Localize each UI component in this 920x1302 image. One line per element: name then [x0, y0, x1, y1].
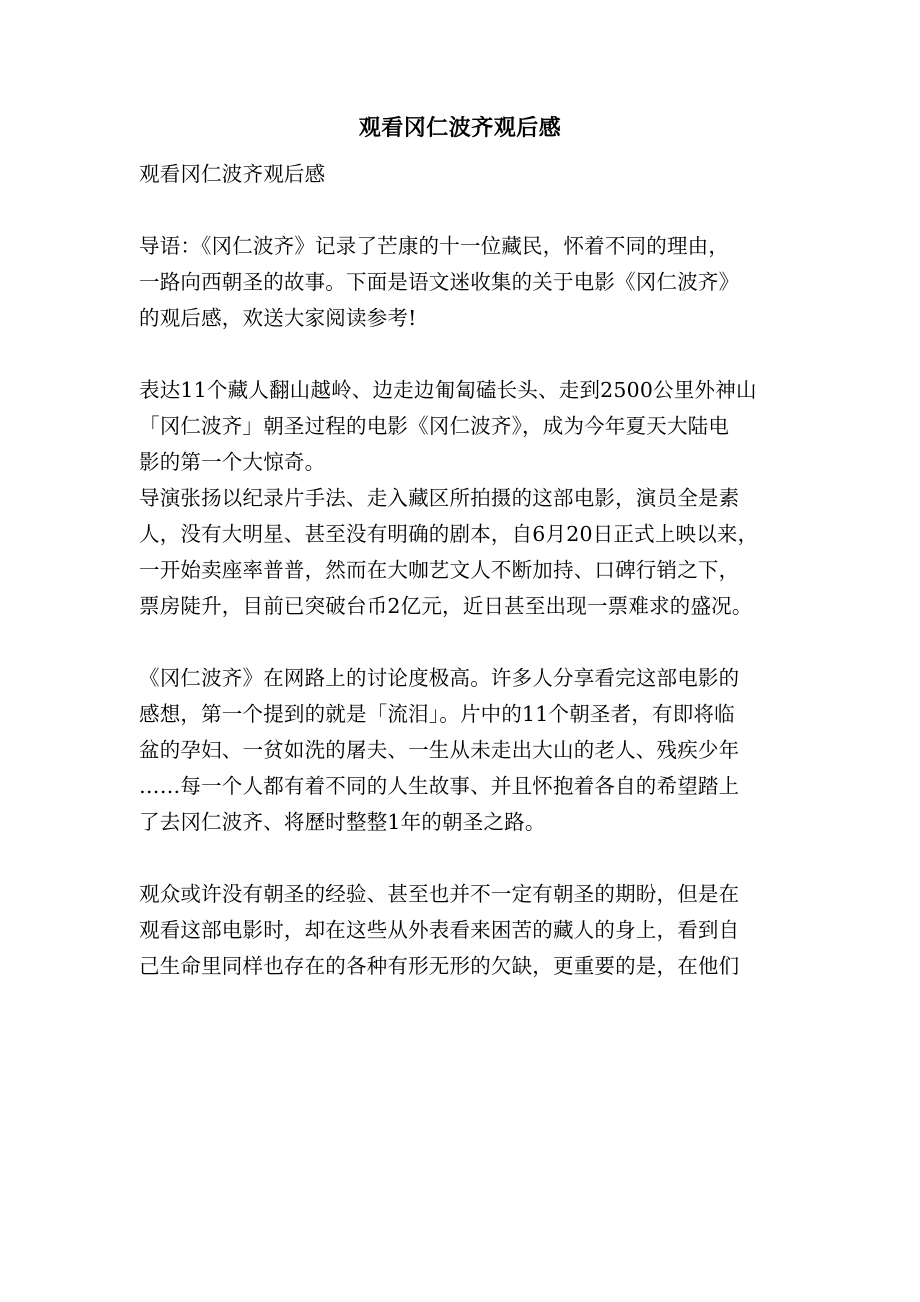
text-line: 导语：《冈仁波齐》记录了芒康的十一位藏民，怀着不同的理由，	[139, 234, 730, 258]
paragraph-discussion	[139, 660, 771, 840]
document-title: 观看冈仁波齐观后感	[358, 115, 562, 141]
text-line: 票房陡升，目前已突破台币2亿元，近日甚至出现一票难求的盛况。	[139, 594, 753, 618]
document-subtitle: 观看冈仁波齐观后感	[139, 162, 326, 186]
text-line: 观众或许没有朝圣的经验、甚至也并不一定有朝圣的期盼，但是在	[139, 882, 740, 906]
paragraph-spacer	[139, 192, 771, 228]
text-line: 一路向西朝圣的故事。下面是语文迷收集的关于电影《冈仁波齐》	[139, 270, 740, 294]
text-line: 己生命里同样也存在的各种有形无形的欠缺，更重要的是，在他们	[139, 954, 740, 978]
paragraph-intro	[139, 228, 771, 336]
text-line: 「冈仁波齐」朝圣过程的电影《冈仁波齐》，成为今年夏天大陆电	[139, 414, 730, 438]
paragraph-summary	[139, 372, 771, 624]
text-line: 一开始卖座率普普，然而在大咖艺文人不断加持、口碑行销之下，	[139, 558, 740, 582]
text-line: 《冈仁波齐》在网路上的讨论度极高。许多人分享看完这部电影的	[139, 666, 740, 690]
paragraph-spacer	[139, 840, 771, 876]
text-line: 的观后感，欢送大家阅读参考!	[139, 306, 417, 330]
text-line: 了去冈仁波齐、将歷时整整1年的朝圣之路。	[139, 810, 546, 834]
text-line: ……每一个人都有着不同的人生故事、并且怀抱着各自的希望踏上	[139, 774, 740, 798]
paragraph-spacer	[139, 336, 771, 372]
text-line: 人，没有大明星、甚至没有明确的剧本，自6月20日正式上映以来，	[139, 522, 759, 546]
text-line: 感想，第一个提到的就是「流泪」。片中的11个朝圣者，有即将临	[139, 702, 735, 726]
paragraph-audience	[139, 876, 771, 984]
text-line: 表达11个藏人翻山越岭、边走边匍匐磕长头、走到2500公里外神山	[139, 378, 757, 402]
paragraph-spacer	[139, 624, 771, 660]
text-line: 导演张扬以纪录片手法、走入藏区所拍摄的这部电影，演员全是素	[139, 486, 740, 510]
text-line: 观看这部电影时，却在这些从外表看来困苦的藏人的身上，看到自	[139, 918, 740, 942]
text-line: 盆的孕妇、一贫如洗的屠夫、一生从未走出大山的老人、残疾少年	[139, 738, 740, 762]
document-body	[139, 156, 771, 984]
text-line: 影的第一个大惊奇。	[139, 450, 326, 474]
